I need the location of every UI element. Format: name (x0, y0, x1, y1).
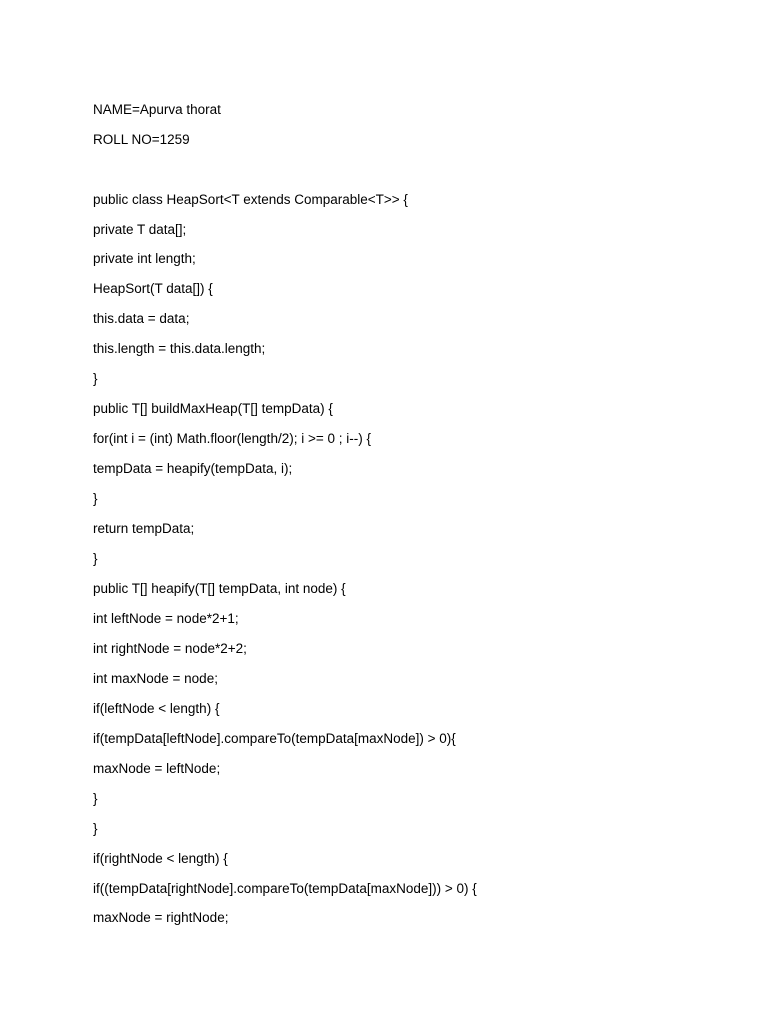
code-line: int leftNode = node*2+1; (93, 611, 239, 626)
code-line: maxNode = leftNode; (93, 761, 221, 776)
code-line: tempData = heapify(tempData, i); (93, 461, 293, 476)
code-line: public T[] heapify(T[] tempData, int node) { (93, 581, 346, 596)
code-line: int maxNode = node; (93, 671, 218, 686)
code-line: } (93, 371, 98, 386)
code-line: if((tempData[rightNode].compareTo(tempData[maxNode])) > 0) { (93, 881, 477, 896)
code-line: } (93, 491, 98, 506)
code-line: } (93, 821, 98, 836)
code-line: if(leftNode < length) { (93, 701, 220, 716)
code-line: if(rightNode < length) { (93, 851, 228, 866)
code-line: this.data = data; (93, 311, 190, 326)
code-line: for(int i = (int) Math.floor(length/2); i >= 0 ; i--) { (93, 431, 371, 446)
code-line: maxNode = rightNode; (93, 910, 229, 925)
code-line: this.length = this.data.length; (93, 341, 266, 356)
code-line: if(tempData[leftNode].compareTo(tempData[maxNode]) > 0){ (93, 731, 456, 746)
code-line: HeapSort(T data[]) { (93, 281, 213, 296)
code-line: public class HeapSort<T extends Comparable<T>> { (93, 192, 408, 207)
code-line: public T[] buildMaxHeap(T[] tempData) { (93, 401, 333, 416)
code-line: return tempData; (93, 521, 195, 536)
code-line: private int length; (93, 251, 196, 266)
code-line: } (93, 551, 98, 566)
code-line: } (93, 791, 98, 806)
code-line: private T data[]; (93, 222, 187, 237)
student-name: NAME=Apurva thorat (93, 102, 221, 117)
roll-number: ROLL NO=1259 (93, 132, 190, 147)
code-line: int rightNode = node*2+2; (93, 641, 247, 656)
